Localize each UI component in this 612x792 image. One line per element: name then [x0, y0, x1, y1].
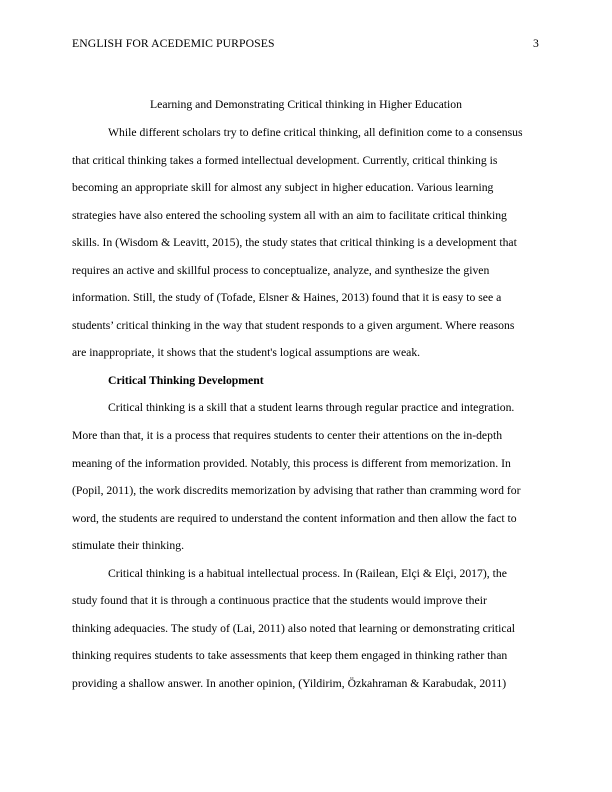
- paragraph-1-line: strategies have also entered the schooling system all with an aim to facilitate critical thinking: [72, 209, 507, 222]
- paragraph-1-line: are inappropriate, it shows that the student's logical assumptions are weak.: [72, 346, 421, 359]
- paragraph-1-line: students’ critical thinking in the way that student responds to a given argument. Where reasons: [72, 319, 515, 332]
- paragraph-3-line: providing a shallow answer. In another opinion, (Yildirim, Özkahraman & Karabudak, 2011): [72, 677, 507, 690]
- paragraph-1-line: becoming an appropriate skill for almost any subject in higher education. Various learning: [72, 181, 494, 194]
- paragraph-1-line: information. Still, the study of (Tofade, Elsner & Haines, 2013) found that it is easy to see a: [72, 291, 502, 304]
- paragraph-3-line: Critical thinking is a habitual intellectual process. In (Railean, Elçi & Elçi, 2017), the: [108, 567, 507, 580]
- paragraph-3-line: thinking requires students to take assessments that keep them engaged in thinking rather than: [72, 649, 508, 662]
- paragraph-3-line: thinking adequacies. The study of (Lai, 2011) also noted that learning or demonstrating critical: [72, 622, 516, 635]
- paragraph-1-line: that critical thinking takes a formed intellectual development. Currently, critical thinking is: [72, 154, 498, 167]
- paragraph-2-line: meaning of the information provided. Notably, this process is different from memorization. In: [72, 457, 511, 470]
- paragraph-3-line: study found that it is through a continuous practice that the students would improve their: [72, 594, 487, 607]
- running-head: ENGLISH FOR ACEDEMIC PURPOSES: [72, 37, 275, 50]
- paragraph-1-line: requires an active and skillful process to conceptualize, analyze, and synthesize the given: [72, 264, 490, 277]
- paragraph-2-line: word, the students are required to understand the content information and then allow the fact to: [72, 512, 517, 525]
- document-title: Learning and Demonstrating Critical thinking in Higher Education: [150, 98, 462, 111]
- section-heading: Critical Thinking Development: [108, 374, 264, 387]
- paragraph-2-line: More than that, it is a process that requires students to center their attentions on the in-depth: [72, 429, 503, 442]
- paragraph-2-line: Critical thinking is a skill that a student learns through regular practice and integration.: [108, 401, 515, 414]
- page-number: 3: [533, 37, 539, 50]
- paragraph-1-line: While different scholars try to define critical thinking, all definition come to a consensus: [108, 126, 523, 139]
- paragraph-2-line: (Popil, 2011), the work discredits memorization by advising that rather than cramming word for: [72, 484, 521, 497]
- paragraph-2-line: stimulate their thinking.: [72, 539, 184, 552]
- paragraph-1-line: skills. In (Wisdom & Leavitt, 2015), the study states that critical thinking is a development that: [72, 236, 517, 249]
